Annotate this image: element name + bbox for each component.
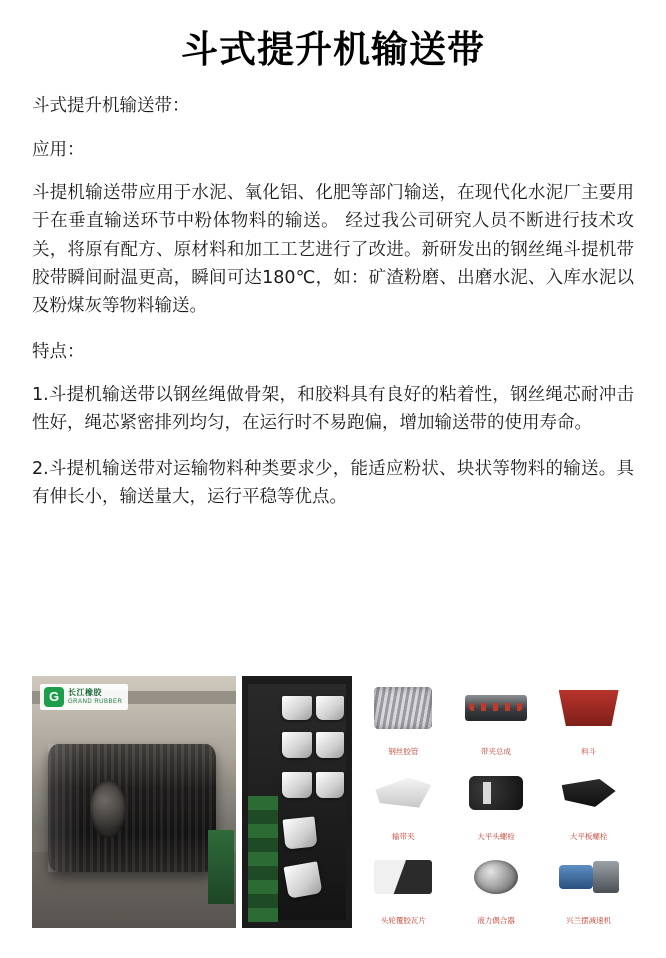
thumbnail-caption: 头轮覆胶瓦片	[380, 916, 426, 926]
thumbnail-caption: 料斗	[581, 747, 597, 757]
thumbnail-caption: 大平板螺栓	[569, 831, 608, 841]
gear-reducer-icon	[559, 861, 619, 893]
document-page	[0, 28, 666, 958]
bucket-item	[316, 732, 344, 758]
belt-roll	[48, 744, 216, 872]
bucket-item	[316, 696, 344, 720]
thumbnail-art	[358, 761, 449, 825]
logo-mark-icon: G	[44, 687, 64, 707]
bucket-item	[282, 772, 312, 798]
thumbnail-art	[451, 676, 542, 740]
thumbnail-caption: 钢丝胶管	[388, 747, 419, 757]
thumbnail-art	[451, 761, 542, 825]
brand-logo	[40, 684, 128, 710]
thumbnail-art	[451, 845, 542, 909]
belt-clamp-assembly-icon	[465, 695, 527, 721]
thumbnail-caption: 大平头螺栓	[477, 831, 515, 841]
thumbnail-art	[543, 761, 634, 825]
thumbnail-item	[451, 761, 542, 844]
thumbnail-item	[451, 676, 542, 759]
thumbnail-caption: 兴兰摆减速机	[566, 916, 612, 926]
paragraph-feature-1: 1.斗提机输送带以钢丝绳做骨架，和胶料具有良好的粘着性，钢丝绳芯耐冲击性好，绳芯紧密排列均匀，在运行时不易跑偏，增加输送带的使用寿命。	[32, 385, 634, 434]
green-belt-strip	[248, 796, 278, 922]
bucket-item	[316, 772, 344, 798]
motor-body	[559, 865, 593, 889]
product-gallery	[32, 676, 634, 928]
photo-buckets-board	[242, 676, 352, 928]
thumbnail-caption: 输带夹	[392, 831, 415, 841]
thumbnail-art	[358, 845, 449, 909]
page-title: 斗式提升机输送带	[181, 28, 485, 71]
hopper-bucket-icon	[559, 690, 619, 726]
thumbnail-item	[543, 676, 634, 759]
logo-text-bottom: GRAND RUBBER	[68, 699, 123, 706]
thumbnail-item	[543, 761, 634, 844]
paragraph-intro: 斗式提升机输送带：	[32, 96, 190, 117]
belt-clip-icon	[375, 778, 431, 808]
paragraph-application: 斗提机输送带应用于水泥、氧化铝、化肥等部门输送，在现代化水泥厂主要用于在垂直输送环节中粉体物料的输送。 经过我公司研究人员不断进行技术攻关，将原有配方、原材料和加工工艺进行了改进。新研发出的钢丝绳斗提机带胶带瞬间耐温更高，瞬间可达180℃，如：矿渣粉磨、出磨水泥、入库水泥以及粉煤灰等物料输送。	[32, 183, 634, 317]
thumbnail-art	[358, 676, 449, 740]
steel-cord-hose-icon	[374, 687, 432, 729]
thumbnail-item	[358, 676, 449, 759]
thumbnail-grid	[358, 676, 634, 928]
logo-wordmark	[68, 688, 122, 707]
photo-belt-roll	[32, 676, 236, 928]
bucket-item	[282, 732, 312, 758]
bucket-item	[283, 816, 318, 849]
green-machine-edge	[208, 830, 234, 904]
pulley-lagging-icon	[374, 860, 432, 894]
thumbnail-item	[451, 845, 542, 928]
fluid-coupling-icon	[474, 860, 518, 894]
thumbnail-caption: 液力偶合器	[477, 916, 515, 926]
roll-core	[90, 780, 126, 838]
paragraph-feature-2: 2.斗提机输送带对运输物料种类要求少，能适应粉状、块状等物料的输送。具有伸长小，输送量大，运行平稳等优点。	[32, 458, 634, 508]
reducer-head	[593, 861, 619, 893]
thumbnail-item	[358, 761, 449, 844]
bucket-item	[283, 861, 322, 898]
heading-application: 应用：	[32, 139, 85, 160]
bucket-item	[282, 696, 312, 720]
thumbnail-caption: 带夹总成	[480, 747, 511, 757]
thumbnail-art	[543, 676, 634, 740]
flat-plate-bolt-icon	[562, 776, 616, 810]
flat-head-bolt-icon	[469, 776, 523, 810]
thumbnail-art	[543, 845, 634, 909]
heading-features: 特点：	[32, 341, 85, 362]
thumbnail-item	[543, 845, 634, 928]
logo-text-top: 长江橡胶	[68, 687, 102, 697]
thumbnail-item	[358, 845, 449, 928]
